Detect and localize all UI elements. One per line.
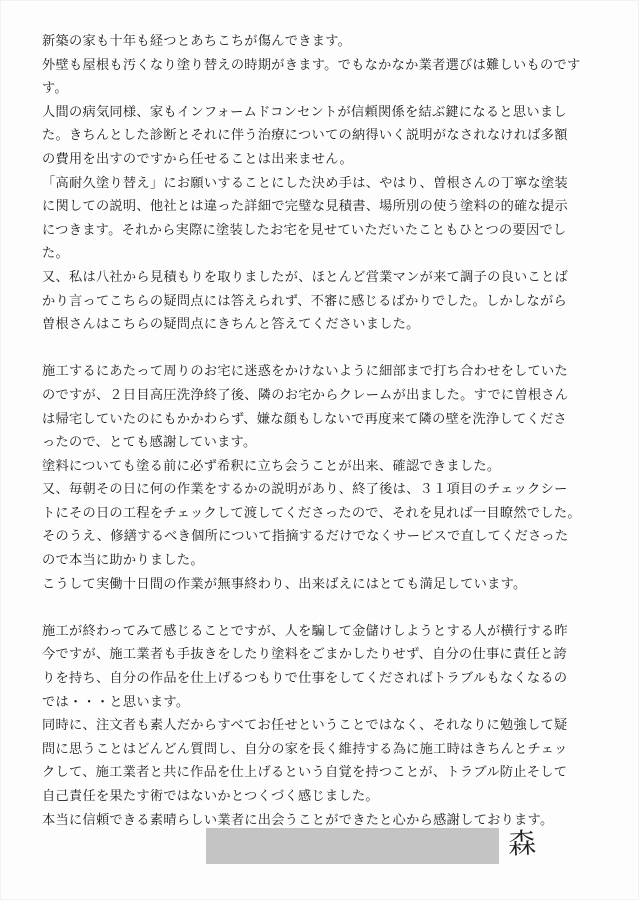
text-line: クして、施工業者と共に作品を仕上げるという自覚を持つことが、トラブル防止そして — [42, 765, 568, 781]
text-line: 外壁も屋根も汚くなり塗り替えの時期がきます。でもなかなか業者選びは難しいものです — [42, 57, 581, 73]
text-line: ったので、とても感謝しています。 — [42, 435, 257, 451]
text-line: た。きちんとした診断とそれに伴う治療についての納得いく説明がなされなければ多額 — [42, 128, 568, 144]
letter-body — [42, 30, 602, 832]
text-line: 「高耐久塗り替え」にお願いすることにした決め手は、やはり、曽根さんの丁寧な塗装 — [42, 175, 569, 191]
signature-name: 森 — [507, 826, 537, 861]
text-line: かり言ってこちらの疑問点には答えられず、不審に感じるばかりでした。しかしながら — [42, 293, 567, 309]
text-line: トにその日の工程をチェックして渡してくださったので、それを見れば一目瞭然でした。 — [42, 505, 581, 521]
text-line: ので本当に助かりました。 — [42, 553, 204, 569]
text-line: 塗料についても塗る前に必ず希釈に立ち会うことが出来、確認できました。 — [42, 458, 501, 474]
paragraph-3 — [42, 620, 602, 832]
text-line: 又、私は八社から見積もりを取りましたが、ほとんど営業マンが来て調子の良いことば — [42, 269, 569, 285]
text-line: た。 — [42, 246, 69, 262]
text-line: そのうえ、修繕するべき個所について指摘するだけでなくサービスで直してくださった — [42, 529, 569, 545]
text-line: 曽根さんはこちらの疑問点にきちんと答えてくださいました。 — [42, 317, 420, 333]
text-line: に関しての説明、他社とは違った詳細で完璧な見積書、場所別の使う塗料の的確な提示 — [42, 199, 569, 215]
paragraph-gap — [42, 596, 602, 620]
paragraph-1 — [42, 30, 602, 337]
text-line: りを持ち、自分の作品を仕上げるつもりで仕事をしてくださればトラブルもなくなるの — [42, 671, 568, 687]
text-line: 本当に信頼できる素晴らしい業者に出会うことができたと心から感謝しております。 — [42, 812, 554, 828]
text-line: 又、毎朝その日に何の作業をするかの説明があり、終了後は、３１項目のチェックシー — [42, 482, 568, 498]
paragraph-gap — [42, 337, 602, 361]
paragraph-2 — [42, 360, 602, 596]
text-line: につきます。それから実際に塗装したお宅を見せていただいたこともひとつの要因でし — [42, 222, 567, 238]
redacted-name-block — [206, 828, 499, 864]
text-line: では・・・と思います。 — [42, 694, 190, 710]
text-line: は帰宅していたのにもかかわらず、嫌な顔もしないで再度来て隣の壁を洗浄してくださ — [42, 411, 567, 427]
text-line: 施工するにあたって周りのお宅に迷惑をかけないように細部まで打ち合わせをしていた — [42, 364, 569, 380]
text-line: す。 — [42, 81, 68, 97]
text-line: 新築の家も十年も経つとあちこちが傷んできます。 — [42, 34, 352, 49]
text-line: 同時に、注文者も素人だからすべてお任せということではなく、それなりに勉強して疑 — [42, 718, 568, 734]
text-line: 今ですが、施工業者も手抜きをしたり塗料をごまかしたりせず、自分の仕事に責任と誇 — [42, 647, 567, 663]
text-line: 自己責任を果たす術ではないかとつくづく感じました。 — [42, 789, 379, 804]
text-line: 人間の病気同様、家もインフォームドコンセントが信頼関係を結ぶ鍵になると思いまし — [42, 104, 567, 120]
text-line: の費用を出すのですから任せることは出来ません。 — [42, 151, 354, 167]
text-line: のですが、２日目高圧洗浄終了後、隣のお宅からクレームが出ました。すでに曽根さん — [42, 387, 569, 403]
text-line: 問に思うことはどんどん質問し、自分の家を長く維持する為に施工時はきちんとチェッ — [42, 741, 568, 757]
text-line: こうして実働十日間の作業が無事終わり、出来ばえにはとても満足しています。 — [42, 576, 527, 592]
text-line: 施工が終わってみて感じることですが、人を騙して金儲けしようとする人が横行する昨 — [42, 623, 568, 639]
